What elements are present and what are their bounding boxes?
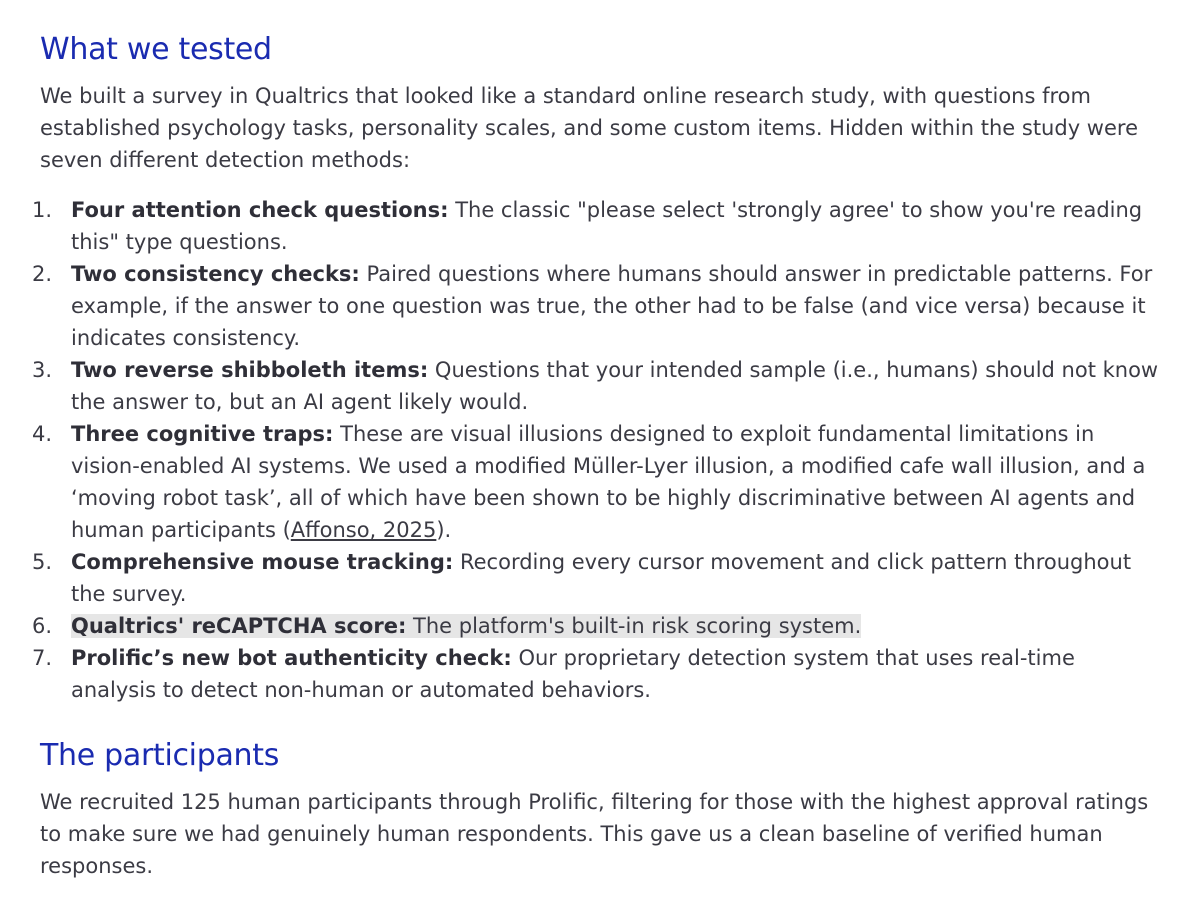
list-item-text: The classic "please select 'strongly agree' to show you're reading this" type questions. [71,198,1143,254]
list-item-term: Two reverse shibboleth items: [71,358,429,382]
list-item-text: The platform's built-in risk scoring system. [406,614,862,638]
list-item-term: Two consistency checks: [71,262,360,286]
list-item-number: 2. [32,262,53,286]
list-item [32,642,1160,706]
list-item-number: 5. [32,550,53,574]
affonso-citation-link[interactable]: Affonso, 2025 [290,518,437,542]
list-item-text: Questions that your intended sample (i.e., humans) should not know the answer to, but an AI agent likely would. [71,358,1159,414]
list-item [32,418,1160,546]
list-item-text: Paired questions where humans should answer in predictable patterns. For example, if the answer to one question was true, the other had to be false (and vice versa) because it indicates consistency. [71,262,1153,350]
list-item-text: Our proprietary detection system that uses real-time analysis to detect non-human or automated behaviors. [71,646,1075,702]
list-item-number: 1. [32,198,53,222]
list-item [32,546,1160,610]
list-item-text-after: ). [436,518,452,542]
list-item-number: 3. [32,358,53,382]
list-item [32,354,1160,418]
list-item [32,194,1160,258]
list-item [32,258,1160,354]
list-item-term: Prolific’s new bot authenticity check: [71,646,512,670]
list-item-text: These are visual illusions designed to exploit fundamental limitations in vision-enabled AI systems. We used a modified Müller-Lyer illusion, a modified cafe wall illusion, and a ‘moving robot task’, all of which have been shown to be highly discriminative between AI agents and human participants ( [71,422,1146,542]
list-item-number: 6. [32,614,53,638]
list-item-number: 4. [32,422,53,446]
list-item-text: Recording every cursor movement and click pattern throughout the survey. [71,550,1132,606]
section-heading-the-participants: The participants [40,738,280,773]
list-item-term: Four attention check questions: [71,198,449,222]
list-item-term: Comprehensive mouse tracking: [71,550,454,574]
highlighted-selection[interactable] [71,614,861,638]
list-item-term: Qualtrics' reCAPTCHA score: [71,614,407,638]
list-item [32,610,1160,642]
intro-paragraph: We built a survey in Qualtrics that looked like a standard online research study, with questions from established psychology tasks, personality scales, and some custom items. Hidden within the study were seven different detection methods: [40,84,1138,172]
list-item-term: Three cognitive traps: [71,422,334,446]
detection-methods-list [32,194,1160,706]
list-item-number: 7. [32,646,53,670]
participants-paragraph: We recruited 125 human participants through Prolific, filtering for those with the highest approval ratings to make sure we had genuinely human respondents. This gave us a clean baseline of verified human responses. [40,790,1149,878]
section-heading-what-we-tested: What we tested [40,32,272,67]
